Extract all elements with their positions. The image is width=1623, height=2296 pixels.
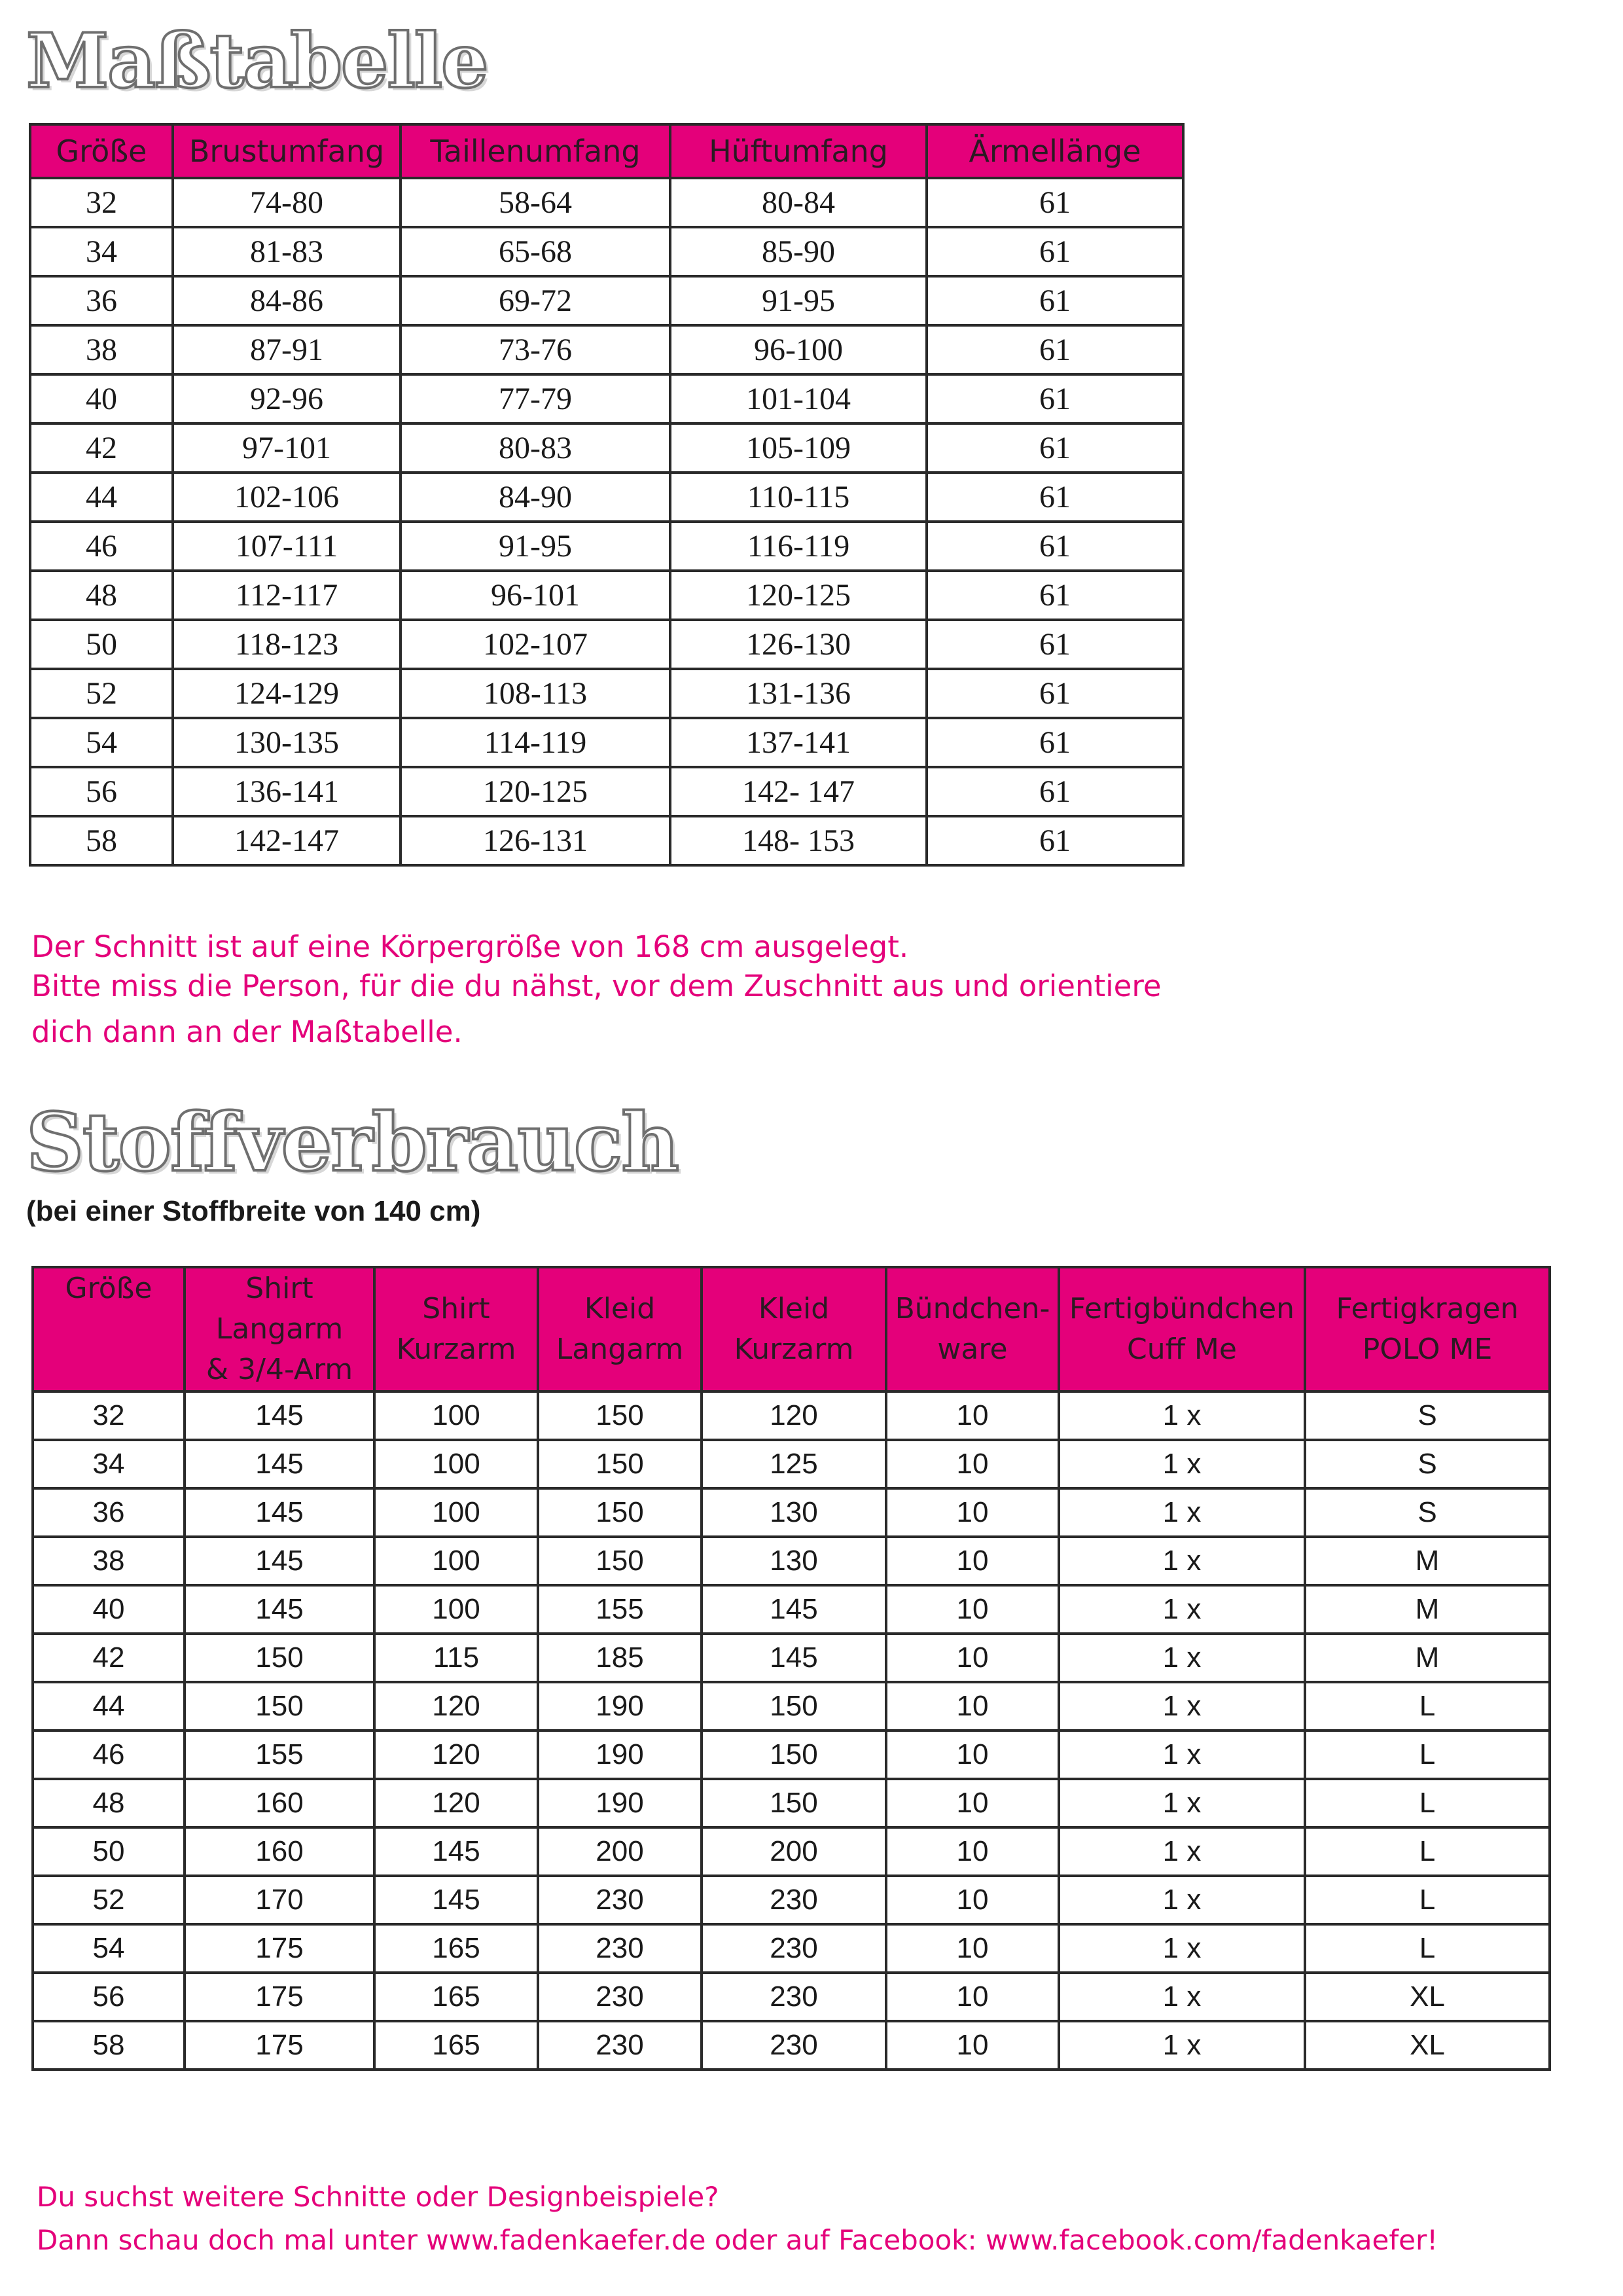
- table-cell: 54: [33, 1924, 185, 1973]
- table-cell: 120-125: [670, 571, 927, 620]
- table-cell: 150: [702, 1682, 886, 1731]
- fabric-table-header-cell: [1305, 1267, 1550, 1391]
- table-cell: 10: [886, 1924, 1059, 1973]
- table-cell: 61: [927, 325, 1183, 374]
- table-cell: 65-68: [401, 227, 670, 276]
- table-row: [33, 2021, 1550, 2070]
- table-cell: 61: [927, 178, 1183, 227]
- table-cell: 58-64: [401, 178, 670, 227]
- fabric-table-header-cell: [33, 1267, 185, 1391]
- table-cell: 165: [374, 1973, 538, 2021]
- table-cell: 32: [30, 178, 173, 227]
- table-row: [30, 227, 1183, 276]
- table-cell: 10: [886, 1391, 1059, 1440]
- table-row: [33, 1634, 1550, 1682]
- table-row: [33, 1924, 1550, 1973]
- table-cell: 34: [30, 227, 173, 276]
- size-table-header-cell: Taillenumfang: [401, 124, 670, 178]
- table-cell: 77-79: [401, 374, 670, 423]
- header-cell-line: Shirt: [422, 1292, 490, 1325]
- header-cell-line: Größe: [65, 1272, 152, 1305]
- header-cell-line: Kleid: [758, 1292, 830, 1325]
- table-cell: 10: [886, 1585, 1059, 1634]
- fabric-width-subtitle: (bei einer Stoffbreite von 140 cm): [26, 1195, 481, 1227]
- fit-note-line: Der Schnitt ist auf eine Körpergröße von 168 cm ausgelegt.: [31, 929, 909, 964]
- header-cell-line: Bündchen-: [895, 1292, 1050, 1325]
- table-cell: 230: [538, 1973, 702, 2021]
- table-row: [33, 1488, 1550, 1537]
- table-cell: 150: [185, 1682, 374, 1731]
- table-cell: 1 x: [1059, 1876, 1305, 1924]
- table-cell: 10: [886, 1440, 1059, 1488]
- table-cell: 175: [185, 2021, 374, 2070]
- table-cell: 50: [30, 620, 173, 669]
- size-table-header-cell: Hüftumfang: [670, 124, 927, 178]
- table-cell: 130: [702, 1488, 886, 1537]
- table-row: [33, 1731, 1550, 1779]
- table-cell: 80-83: [401, 423, 670, 473]
- table-cell: 190: [538, 1779, 702, 1827]
- table-cell: 61: [927, 669, 1183, 718]
- table-cell: 46: [33, 1731, 185, 1779]
- fabric-table-header-cell: [374, 1267, 538, 1391]
- table-row: [33, 1827, 1550, 1876]
- page-title-masstabelle: Maßtabelle: [26, 17, 488, 105]
- size-table-header-cell: Größe: [30, 124, 173, 178]
- table-cell: 130-135: [173, 718, 401, 767]
- table-cell: 50: [33, 1827, 185, 1876]
- table-cell: 32: [33, 1391, 185, 1440]
- table-cell: 137-141: [670, 718, 927, 767]
- table-cell: S: [1305, 1440, 1550, 1488]
- table-cell: M: [1305, 1537, 1550, 1585]
- table-cell: 74-80: [173, 178, 401, 227]
- table-cell: 145: [185, 1391, 374, 1440]
- table-cell: 142- 147: [670, 767, 927, 816]
- header-cell-line: Kleid: [584, 1292, 656, 1325]
- size-table-header-cell: Ärmellänge: [927, 124, 1183, 178]
- table-cell: 87-91: [173, 325, 401, 374]
- table-cell: 1 x: [1059, 1488, 1305, 1537]
- table-cell: 1 x: [1059, 1731, 1305, 1779]
- table-cell: 81-83: [173, 227, 401, 276]
- table-cell: 61: [927, 374, 1183, 423]
- table-cell: 100: [374, 1537, 538, 1585]
- table-cell: 142-147: [173, 816, 401, 865]
- table-cell: 108-113: [401, 669, 670, 718]
- table-cell: 1 x: [1059, 1779, 1305, 1827]
- table-cell: 61: [927, 571, 1183, 620]
- table-row: [30, 816, 1183, 865]
- table-cell: 145: [702, 1585, 886, 1634]
- table-cell: 150: [702, 1779, 886, 1827]
- table-cell: 58: [33, 2021, 185, 2070]
- table-cell: 150: [185, 1634, 374, 1682]
- table-cell: 10: [886, 1488, 1059, 1537]
- table-cell: 61: [927, 767, 1183, 816]
- table-cell: 110-115: [670, 473, 927, 522]
- table-cell: 102-107: [401, 620, 670, 669]
- table-row: [30, 522, 1183, 571]
- table-cell: 10: [886, 1779, 1059, 1827]
- table-cell: 120: [374, 1779, 538, 1827]
- page-title-stoffverbrauch: Stoffverbrauch: [26, 1095, 678, 1189]
- table-cell: 185: [538, 1634, 702, 1682]
- table-cell: 114-119: [401, 718, 670, 767]
- table-cell: 10: [886, 1634, 1059, 1682]
- table-cell: 44: [33, 1682, 185, 1731]
- table-cell: 230: [702, 1973, 886, 2021]
- table-row: [30, 423, 1183, 473]
- table-cell: 116-119: [670, 522, 927, 571]
- table-cell: M: [1305, 1585, 1550, 1634]
- table-cell: 80-84: [670, 178, 927, 227]
- table-cell: 150: [538, 1537, 702, 1585]
- table-cell: 1 x: [1059, 1924, 1305, 1973]
- table-cell: 61: [927, 522, 1183, 571]
- table-row: [30, 669, 1183, 718]
- table-row: [33, 1585, 1550, 1634]
- header-cell-line: Fertigbündchen: [1069, 1292, 1295, 1325]
- header-cell-line: Shirt Langarm: [215, 1272, 344, 1346]
- table-cell: 150: [538, 1391, 702, 1440]
- header-cell-line: Fertigkragen: [1336, 1292, 1519, 1325]
- table-cell: 160: [185, 1779, 374, 1827]
- table-cell: 100: [374, 1488, 538, 1537]
- table-cell: 120: [374, 1682, 538, 1731]
- table-cell: 100: [374, 1391, 538, 1440]
- size-table-body: [30, 178, 1183, 865]
- table-cell: L: [1305, 1924, 1550, 1973]
- table-cell: 130: [702, 1537, 886, 1585]
- table-cell: 155: [538, 1585, 702, 1634]
- table-cell: 131-136: [670, 669, 927, 718]
- table-row: [33, 1876, 1550, 1924]
- table-cell: 1 x: [1059, 1634, 1305, 1682]
- table-row: [30, 374, 1183, 423]
- table-cell: 1 x: [1059, 1827, 1305, 1876]
- table-cell: 10: [886, 1827, 1059, 1876]
- table-cell: 40: [33, 1585, 185, 1634]
- table-cell: 91-95: [401, 522, 670, 571]
- table-cell: 145: [374, 1827, 538, 1876]
- table-cell: 175: [185, 1924, 374, 1973]
- table-cell: 124-129: [173, 669, 401, 718]
- table-cell: 115: [374, 1634, 538, 1682]
- fabric-table-body: [33, 1391, 1550, 2070]
- table-cell: 136-141: [173, 767, 401, 816]
- table-cell: 48: [33, 1779, 185, 1827]
- table-cell: 69-72: [401, 276, 670, 325]
- table-cell: 1 x: [1059, 1973, 1305, 2021]
- table-cell: 10: [886, 2021, 1059, 2070]
- table-row: [33, 1973, 1550, 2021]
- table-cell: 230: [538, 1924, 702, 1973]
- table-row: [33, 1779, 1550, 1827]
- table-cell: 61: [927, 473, 1183, 522]
- table-cell: 52: [30, 669, 173, 718]
- table-cell: 10: [886, 1973, 1059, 2021]
- table-cell: 96-101: [401, 571, 670, 620]
- table-row: [33, 1440, 1550, 1488]
- table-cell: 145: [702, 1634, 886, 1682]
- header-cell-line: Langarm: [556, 1333, 684, 1366]
- table-cell: 42: [30, 423, 173, 473]
- table-cell: 120: [374, 1731, 538, 1779]
- table-cell: 100: [374, 1440, 538, 1488]
- table-cell: 61: [927, 816, 1183, 865]
- table-cell: L: [1305, 1731, 1550, 1779]
- table-cell: 56: [33, 1973, 185, 2021]
- table-cell: 165: [374, 2021, 538, 2070]
- table-cell: 97-101: [173, 423, 401, 473]
- fabric-table-header-cell: [886, 1267, 1059, 1391]
- table-cell: 84-86: [173, 276, 401, 325]
- table-row: [30, 178, 1183, 227]
- table-cell: 42: [33, 1634, 185, 1682]
- table-cell: 170: [185, 1876, 374, 1924]
- table-cell: 105-109: [670, 423, 927, 473]
- fabric-table-header-cell: [538, 1267, 702, 1391]
- size-table-header-cell: Brustumfang: [173, 124, 401, 178]
- header-cell-line: Kurzarm: [734, 1333, 854, 1366]
- footer-line: Du suchst weitere Schnitte oder Designbeispiele?: [37, 2181, 719, 2213]
- table-cell: 112-117: [173, 571, 401, 620]
- table-cell: 145: [185, 1488, 374, 1537]
- table-cell: 145: [185, 1440, 374, 1488]
- table-cell: 150: [702, 1731, 886, 1779]
- table-cell: 200: [702, 1827, 886, 1876]
- table-cell: 61: [927, 718, 1183, 767]
- table-cell: M: [1305, 1634, 1550, 1682]
- table-cell: 126-131: [401, 816, 670, 865]
- header-cell-line: Kurzarm: [396, 1333, 516, 1366]
- table-cell: 56: [30, 767, 173, 816]
- table-cell: XL: [1305, 2021, 1550, 2070]
- footer-line: Dann schau doch mal unter www.fadenkaefer.de oder auf Facebook: www.facebook.com/fadenkaefer!: [37, 2224, 1438, 2256]
- table-cell: 120: [702, 1391, 886, 1440]
- table-cell: 145: [185, 1585, 374, 1634]
- table-cell: 230: [538, 1876, 702, 1924]
- table-cell: 230: [702, 1876, 886, 1924]
- table-cell: 160: [185, 1827, 374, 1876]
- table-cell: S: [1305, 1488, 1550, 1537]
- table-cell: 165: [374, 1924, 538, 1973]
- table-row: [30, 571, 1183, 620]
- table-cell: 148- 153: [670, 816, 927, 865]
- table-cell: 36: [33, 1488, 185, 1537]
- header-cell-line: POLO ME: [1362, 1333, 1493, 1366]
- fabric-table-header-cell: [185, 1267, 374, 1391]
- table-row: [30, 620, 1183, 669]
- table-cell: 230: [702, 2021, 886, 2070]
- table-cell: 1 x: [1059, 1391, 1305, 1440]
- table-cell: 36: [30, 276, 173, 325]
- table-cell: 1 x: [1059, 2021, 1305, 2070]
- table-cell: 125: [702, 1440, 886, 1488]
- table-cell: L: [1305, 1779, 1550, 1827]
- table-row: [33, 1537, 1550, 1585]
- fabric-table-header-cell: [1059, 1267, 1305, 1391]
- table-cell: 58: [30, 816, 173, 865]
- table-cell: 96-100: [670, 325, 927, 374]
- table-cell: 92-96: [173, 374, 401, 423]
- size-table: [29, 123, 1185, 867]
- table-cell: 190: [538, 1682, 702, 1731]
- table-cell: 230: [702, 1924, 886, 1973]
- table-cell: L: [1305, 1827, 1550, 1876]
- table-cell: 38: [30, 325, 173, 374]
- table-row: [30, 473, 1183, 522]
- table-cell: 46: [30, 522, 173, 571]
- table-cell: 190: [538, 1731, 702, 1779]
- table-row: [30, 718, 1183, 767]
- table-cell: 52: [33, 1876, 185, 1924]
- fabric-table-header-row: [33, 1267, 1550, 1391]
- table-cell: 175: [185, 1973, 374, 2021]
- header-cell-line: ware: [937, 1333, 1008, 1366]
- table-cell: 61: [927, 227, 1183, 276]
- table-cell: 85-90: [670, 227, 927, 276]
- table-cell: 118-123: [173, 620, 401, 669]
- table-cell: 34: [33, 1440, 185, 1488]
- table-cell: 100: [374, 1585, 538, 1634]
- table-cell: 48: [30, 571, 173, 620]
- fit-note-line: dich dann an der Maßtabelle.: [31, 1014, 463, 1049]
- table-cell: 155: [185, 1731, 374, 1779]
- table-cell: XL: [1305, 1973, 1550, 2021]
- header-cell-line: Cuff Me: [1127, 1333, 1237, 1366]
- table-cell: 10: [886, 1682, 1059, 1731]
- table-cell: 200: [538, 1827, 702, 1876]
- table-cell: 61: [927, 423, 1183, 473]
- table-cell: 38: [33, 1537, 185, 1585]
- table-cell: 1 x: [1059, 1440, 1305, 1488]
- fit-note-line: Bitte miss die Person, für die du nähst, vor dem Zuschnitt aus und orientiere: [31, 969, 1162, 1003]
- header-cell-line: & 3/4-Arm: [205, 1353, 353, 1386]
- table-row: [33, 1391, 1550, 1440]
- table-row: [30, 325, 1183, 374]
- table-cell: 91-95: [670, 276, 927, 325]
- table-cell: 10: [886, 1731, 1059, 1779]
- table-cell: 73-76: [401, 325, 670, 374]
- table-cell: 150: [538, 1488, 702, 1537]
- fabric-table-header-cell: [702, 1267, 886, 1391]
- table-row: [30, 276, 1183, 325]
- table-cell: 61: [927, 620, 1183, 669]
- table-cell: 1 x: [1059, 1682, 1305, 1731]
- table-cell: 102-106: [173, 473, 401, 522]
- table-cell: L: [1305, 1876, 1550, 1924]
- fabric-table: [31, 1266, 1551, 2071]
- table-cell: 120-125: [401, 767, 670, 816]
- table-cell: 230: [538, 2021, 702, 2070]
- table-cell: 84-90: [401, 473, 670, 522]
- table-cell: 107-111: [173, 522, 401, 571]
- table-cell: 44: [30, 473, 173, 522]
- table-cell: S: [1305, 1391, 1550, 1440]
- table-cell: 150: [538, 1440, 702, 1488]
- table-row: [30, 767, 1183, 816]
- table-cell: 61: [927, 276, 1183, 325]
- table-cell: 1 x: [1059, 1585, 1305, 1634]
- table-cell: 54: [30, 718, 173, 767]
- size-table-header-row: [30, 124, 1183, 178]
- table-cell: 10: [886, 1537, 1059, 1585]
- table-cell: 126-130: [670, 620, 927, 669]
- table-cell: L: [1305, 1682, 1550, 1731]
- table-cell: 1 x: [1059, 1537, 1305, 1585]
- table-cell: 101-104: [670, 374, 927, 423]
- table-cell: 10: [886, 1876, 1059, 1924]
- table-cell: 40: [30, 374, 173, 423]
- table-row: [33, 1682, 1550, 1731]
- table-cell: 145: [185, 1537, 374, 1585]
- table-cell: 145: [374, 1876, 538, 1924]
